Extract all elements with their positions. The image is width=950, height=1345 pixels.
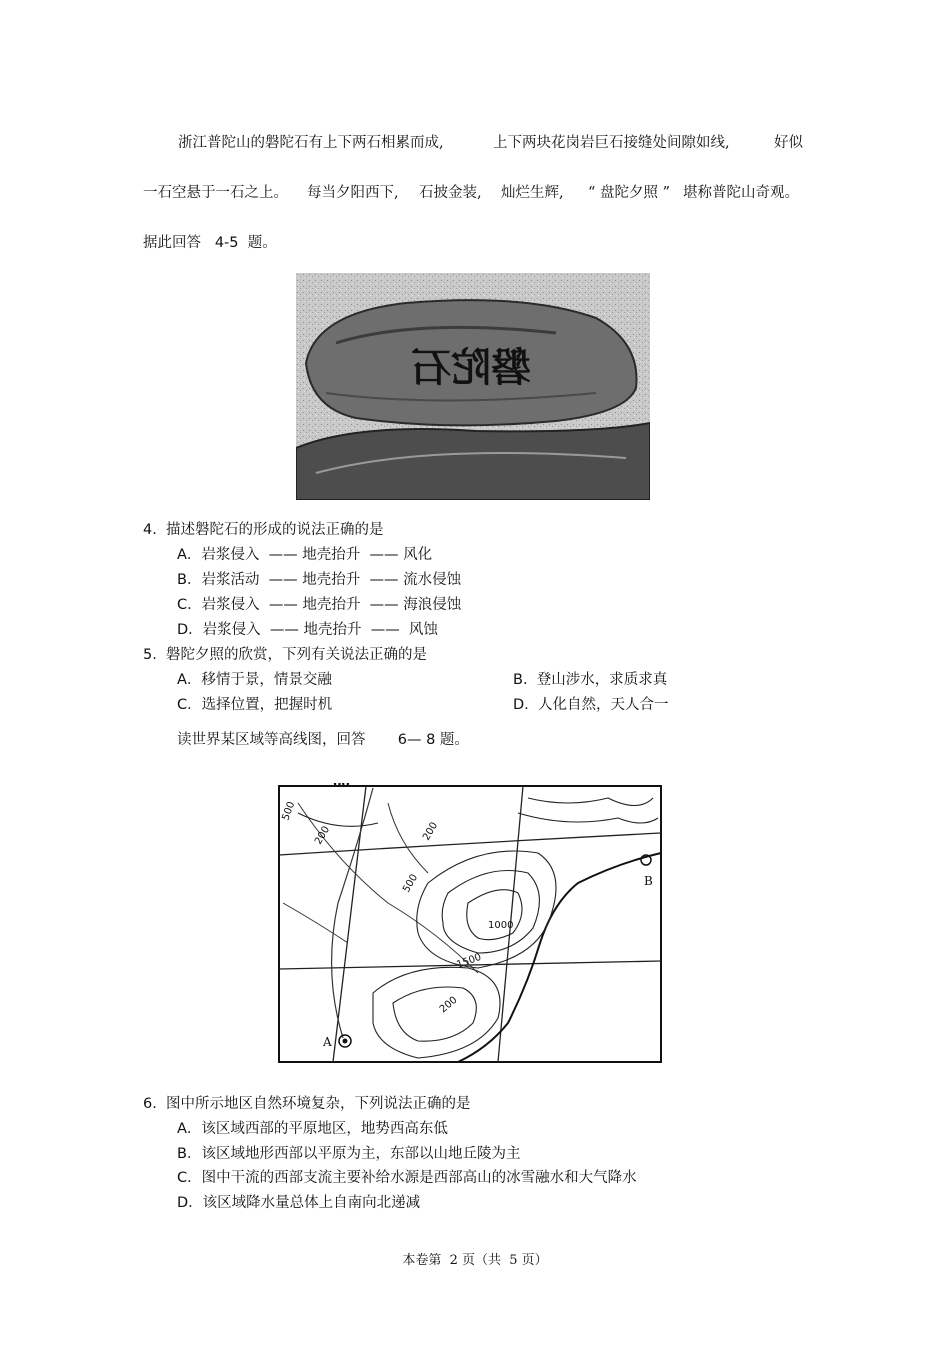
- q6-option-d: D．该区域降水量总体上自南向北递减: [177, 1195, 421, 1211]
- q5-stem: 5. 磐陀夕照的欣赏，下列有关说法正确的是: [143, 647, 428, 663]
- intro-line2-d: 灿烂生辉,: [501, 185, 564, 201]
- intro-line1-c: 好似: [774, 135, 803, 151]
- q4-option-a: A．岩浆侵入 —— 地壳抬升 —— 风化: [177, 547, 433, 563]
- map-label-200b: 200: [421, 820, 441, 843]
- q5-option-c: C．选择位置，把握时机: [177, 697, 333, 713]
- map-intro: 读世界某区域等高线图，回答 6— 8 题。: [177, 732, 469, 748]
- intro-line3: 据此回答 4-5 题。: [143, 235, 277, 251]
- rock-inscription: 磐陀石: [411, 344, 531, 391]
- point-a-dot: [343, 1039, 348, 1044]
- map-label-1000: 1000: [488, 920, 514, 931]
- q6-option-c: C．图中干流的西部支流主要补给水源是西部高山的冰雪融水和大气降水: [177, 1170, 637, 1186]
- map-label-lat: 60°: [333, 783, 356, 790]
- intro-line2-c: 石披金装,: [419, 185, 482, 201]
- intro-line1-a: 浙江普陀山的磐陀石有上下两石相累而成,: [178, 135, 444, 151]
- panto-rock-photo: [296, 273, 650, 500]
- contour-map: [278, 783, 663, 1065]
- intro-line2-f: 堪称普陀山奇观。: [683, 185, 799, 201]
- map-point-b: B: [644, 874, 653, 888]
- map-label-500b: 500: [401, 872, 421, 895]
- q6-option-b: B．该区域地形西部以平原为主，东部以山地丘陵为主: [177, 1146, 521, 1162]
- q6-stem: 6. 图中所示地区自然环境复杂，下列说法正确的是: [143, 1096, 471, 1112]
- map-label-200a: 200: [313, 824, 333, 847]
- intro-line2-b: 每当夕阳西下,: [307, 185, 399, 201]
- map-label-1500: 1500: [455, 951, 483, 971]
- q5-option-d: D. 人化自然，天人合一: [513, 697, 669, 713]
- q4-option-d: D．岩浆侵入 —— 地壳抬升 —— 风蚀: [177, 622, 438, 638]
- page-footer: 本卷第 2 页（共 5 页）: [402, 1253, 548, 1268]
- map-label-500: 500: [280, 800, 298, 823]
- q4-stem: 4. 描述磐陀石的形成的说法正确的是: [143, 522, 384, 538]
- q5-option-b: B. 登山涉水，求质求真: [513, 672, 668, 688]
- intro-line2-a: 一石空悬于一石之上。: [143, 185, 288, 201]
- q5-option-a: A．移情于景，情景交融: [177, 672, 332, 688]
- q6-option-a: A．该区域西部的平原地区，地势西高东低: [177, 1121, 448, 1137]
- intro-line1-b: 上下两块花岗岩巨石接缝处间隙如线,: [493, 135, 730, 151]
- map-point-a: A: [323, 1035, 332, 1049]
- q4-option-b: B．岩浆活动 —— 地壳抬升 —— 流水侵蚀: [177, 572, 462, 588]
- map-label-200c: 200: [437, 994, 460, 1016]
- q4-option-c: C．岩浆侵入 —— 地壳抬升 —— 海浪侵蚀: [177, 597, 462, 613]
- intro-line2-e: “ 盘陀夕照 ”: [588, 185, 671, 201]
